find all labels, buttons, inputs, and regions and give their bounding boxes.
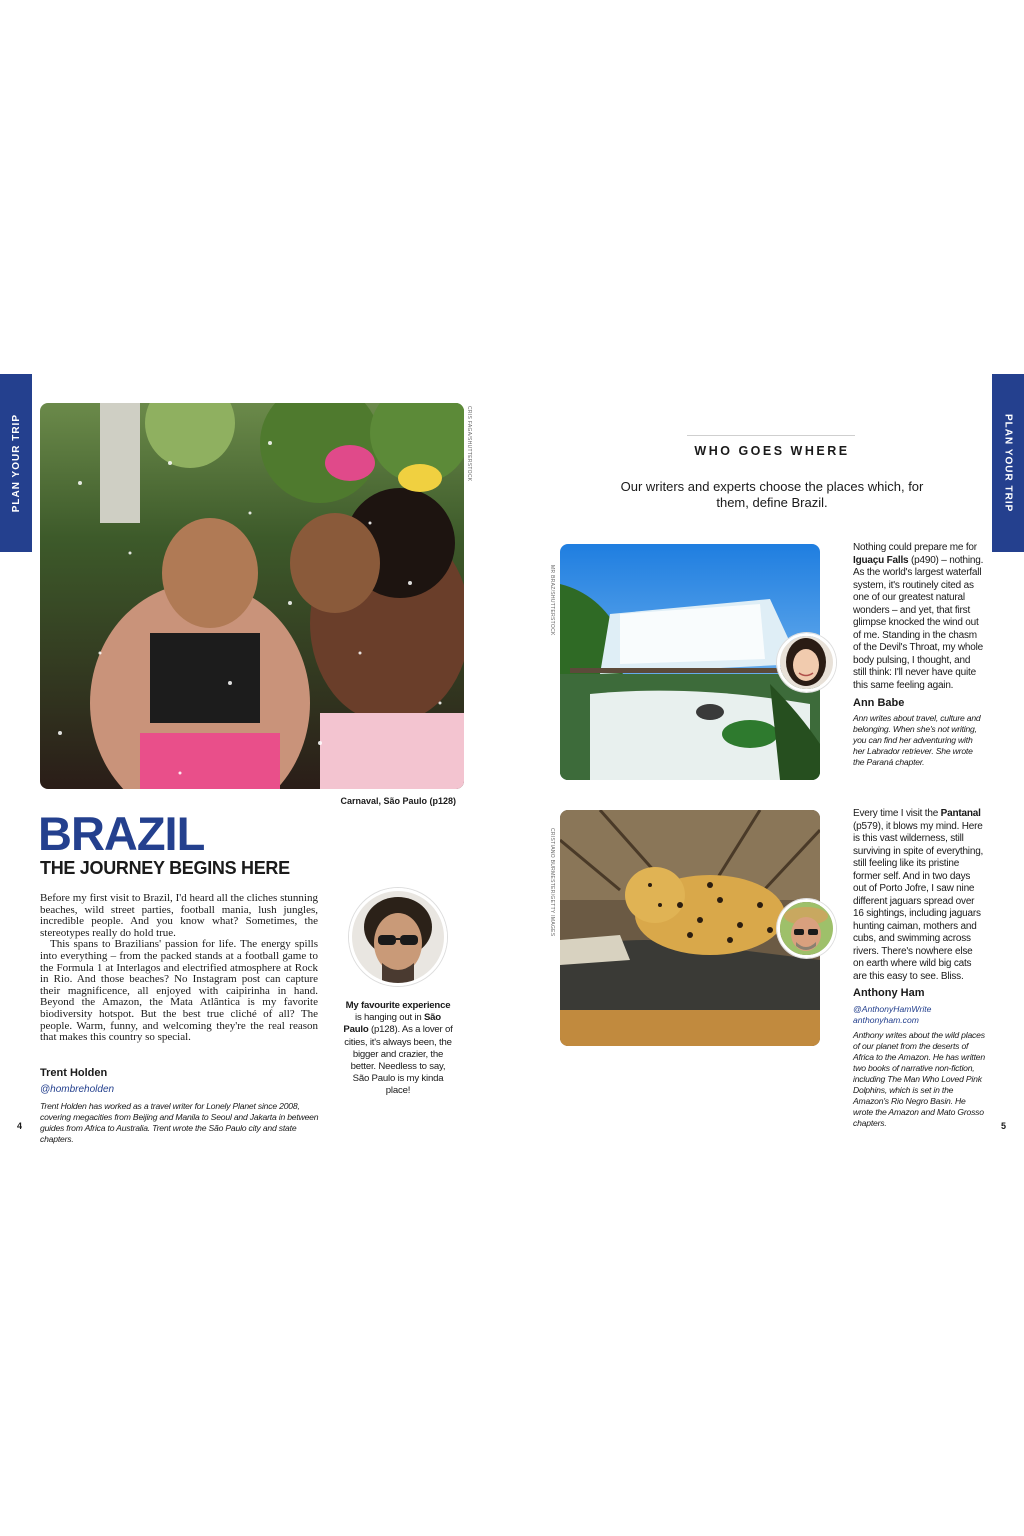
page-title: BRAZIL [38, 807, 205, 860]
entry2-text [853, 808, 985, 983]
favourite-rest: (p128). As a lover of cities, it's always been, the bigger and crazier, the better. Needless to say, São Paulo is my kinda place! [344, 1024, 453, 1097]
anthony-ham-avatar [777, 899, 836, 958]
entry1-place: Iguaçu Falls [853, 554, 909, 566]
heading-rule [687, 435, 855, 436]
intro-text [40, 893, 318, 1044]
page-number-left: 4 [17, 1121, 23, 1131]
author-name: Trent Holden [40, 1067, 108, 1079]
intro-paragraph-2: This spans to Brazilians' passion for life. The energy spills into everything – from the packed stands at a football game to the Formula 1 at Interlagos and electrified atmosphere at Rock in Rio. And those beaches? No Instagram post can capture their magnificence, all enjoyed with caipirinha in hand. Beyond the Amazon, the Mata Atlântica is my favorite biodiversity hotspot. But the best true cliché of all? The people. Warm, funny, and welcoming they're the real reason that makes this country so special. [40, 938, 318, 1044]
ann-babe-avatar [777, 633, 836, 692]
carnaval-photo-credit: CRIS FAGA/SHUTTERSTOCK [466, 406, 472, 482]
section-intro: Our writers and experts choose the places which, for them, define Brazil. [620, 479, 924, 510]
entry1-text-b: (p490) – nothing. As the world's largest waterfall system, it's routinely cited as one of our greatest natural wonders – and yet, that first glimpse knocked the wind out of me. Standing in the chasm of the Devil's Throat, my whole body pulsing, I thought, and still think: I'll never have quite this same feeling again. [853, 554, 984, 691]
author-handle-link[interactable]: @hombreholden [40, 1084, 115, 1095]
ann-babe-name: Ann Babe [853, 697, 905, 709]
entry2-text-b: (p579), it blows my mind. Here is this vast wilderness, still surviving in spite of everything, still feeling like its pristine former self. And in two days out of Porto Jofre, I saw nine different jaguars spread over 16 sightings, including jaguars hunting caiman, mothers and cubs, and swimming across rivers. There's nowhere else on earth where wild big cats are this easy to see. Bliss. [853, 820, 984, 982]
anthony-ham-site-link[interactable]: anthonyham.com [853, 1015, 919, 1025]
section-heading: WHO GOES WHERE [694, 444, 850, 458]
intro-paragraph-1: Before my first visit to Brazil, I'd heard all the cliches stunning beaches, wild street parties, football mania, lush jungles, incredible people. And you know what? Sometimes, the stereotypes really do hold true. [40, 892, 318, 939]
author-avatar [349, 888, 447, 986]
entry2-place: Pantanal [940, 808, 981, 819]
side-tab-left [0, 374, 32, 552]
jaguar-photo-credit: CRISTIANO BURMESTER/GETTY IMAGES [549, 828, 555, 937]
anthony-ham-name: Anthony Ham [853, 987, 925, 999]
anthony-ham-handle-link[interactable]: @AnthonyHamWrite [853, 1004, 932, 1014]
side-tab-right-label: PLAN YOUR TRIP [1002, 413, 1014, 513]
side-tab-right [992, 374, 1024, 552]
photo-caption: Carnaval, São Paulo (p128) [340, 796, 456, 806]
iguacu-photo-credit: MR BRAZ/SHUTTERSTOCK [549, 565, 555, 636]
side-tab-left-label: PLAN YOUR TRIP [10, 413, 22, 513]
favourite-experience [342, 1000, 454, 1098]
entry2-text-a: Every time I visit the [853, 808, 941, 819]
favourite-heading: My favourite experience [345, 1000, 451, 1011]
carnaval-photo [40, 403, 464, 789]
favourite-is: is hanging out in [355, 1012, 424, 1024]
page-number-right: 5 [1001, 1121, 1007, 1131]
author-bio: Trent Holden has worked as a travel writer for Lonely Planet since 2008, covering megacities from Beijing and Manila to Seoul and Jakarta in between guides from Africa to Australia. Trent wrote the São Paulo city and state chapters. [40, 1101, 319, 1144]
ann-babe-bio: Ann writes about travel, culture and belonging. When she's not writing, you can find her adventuring with her Labrador retriever. She wrote the Paraná chapter. [853, 713, 981, 767]
entry1-text [853, 542, 985, 692]
favourite-place: São Paulo [343, 1012, 441, 1036]
anthony-ham-bio: Anthony writes about the wild places of our planet from the deserts of Africa to the Amazon. He has written two books of narrative non-fiction, including The Man Who Loved Pink Dolphins, which is set in the Amazon's Rio Negro Basin. He wrote the Amazon and Mato Grosso chapters. [853, 1030, 985, 1128]
page-subtitle: THE JOURNEY BEGINS HERE [40, 858, 290, 878]
entry1-text-a: Nothing could prepare me for [853, 542, 977, 553]
